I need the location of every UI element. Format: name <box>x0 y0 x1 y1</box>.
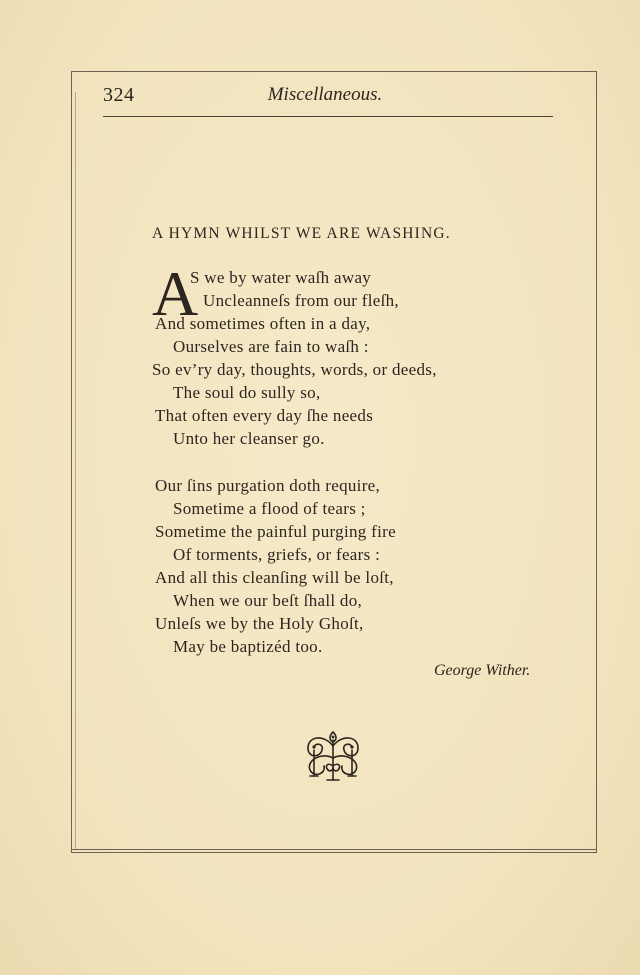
poem-line: Unto her cleanser go. <box>173 429 325 448</box>
drop-cap: A <box>152 258 199 329</box>
poem-line: The soul do sully so, <box>173 383 321 402</box>
poem-line: Sometime a flood of tears ; <box>173 499 366 518</box>
poem-line: Of torments, griefs, or fears : <box>173 545 381 564</box>
poem-line: S we by water waſh away <box>190 268 372 287</box>
poem-line: May be baptizéd too. <box>173 637 323 656</box>
page-border-inner-line <box>75 92 76 849</box>
poem-title: A HYMN WHILST WE ARE WASHING. <box>152 225 451 242</box>
poem-line: So ev’ry day, thoughts, words, or deeds, <box>152 360 437 379</box>
page-number: 324 <box>103 84 135 106</box>
header-rule <box>103 116 553 117</box>
poem-line: Sometime the painful purging fire <box>155 522 396 541</box>
poem-line: That often every day ſhe needs <box>155 406 374 425</box>
poem-line: Unleſs we by the Holy Ghoſt, <box>155 614 364 633</box>
poem-line: Uncleanneſs from our fleſh, <box>203 291 399 310</box>
running-head: Miscellaneous. <box>267 84 383 105</box>
poem-line: Our ſins purgation doth require, <box>155 476 381 495</box>
floral-monogram-ornament-icon <box>300 728 366 788</box>
poem-line: Ourselves are fain to waſh : <box>173 337 369 356</box>
poem-line: And sometimes often in a day, <box>155 314 371 333</box>
poem-author: George Wither. <box>434 662 531 679</box>
poem-line: And all this cleanſing will be loſt, <box>155 568 394 587</box>
poem-line: When we our beſt ſhall do, <box>173 591 363 610</box>
page-border-bottom-line <box>71 849 597 850</box>
